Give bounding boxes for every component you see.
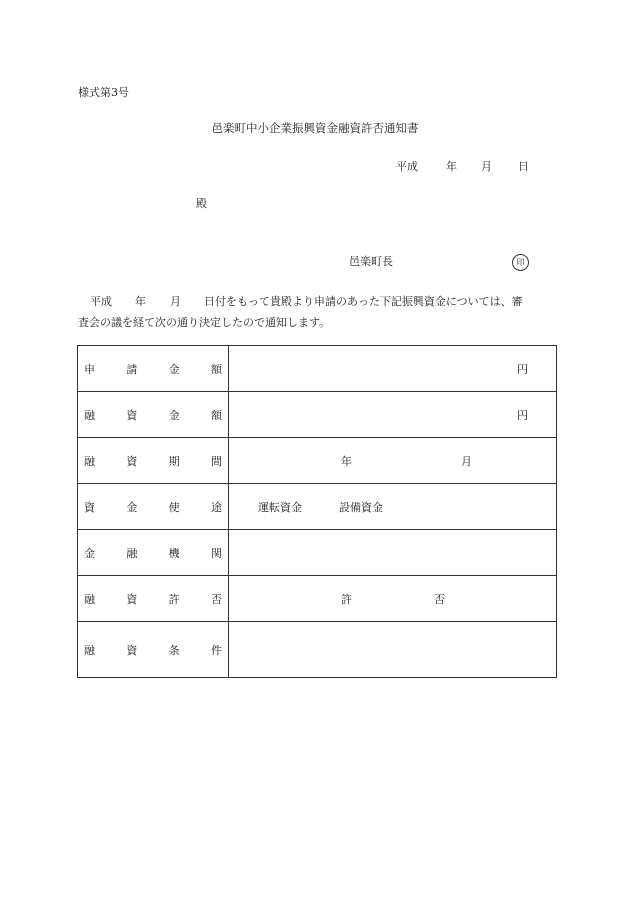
addressee-suffix: 殿 [196, 197, 207, 210]
field-loan-conditions[interactable] [229, 622, 557, 678]
label-financial-institution: 金 融 機 関 [78, 530, 229, 576]
body-era: 平成 [90, 295, 112, 308]
period-year-label: 年 [341, 454, 352, 468]
option-deny[interactable]: 否 [434, 592, 445, 606]
issuer-name: 邑楽町長 [349, 255, 393, 268]
option-equipment-funds[interactable]: 設備資金 [339, 500, 383, 514]
body-month-label: 月 [170, 295, 181, 308]
yen-unit: 円 [517, 408, 528, 422]
document-title: 邑楽町中小企業振興資金融資許否通知書 [211, 121, 419, 135]
label-loan-amount: 融 資 金 額 [78, 392, 229, 438]
date-day-label: 日 [518, 160, 529, 173]
notice-body-line2: 査会の議を経て次の通り決定したので通知します。 [78, 316, 331, 329]
field-fund-purpose[interactable] [229, 484, 557, 530]
table-row-financial-institution [78, 530, 557, 576]
label-loan-decision: 融 資 許 否 [78, 576, 229, 622]
notice-body [78, 291, 558, 333]
date-era: 平成 [396, 160, 418, 173]
period-month-label: 月 [461, 454, 472, 468]
label-loan-conditions: 融 資 条 件 [78, 622, 229, 678]
yen-unit: 円 [517, 362, 528, 376]
form-number: 様式第3号 [78, 86, 129, 99]
date-month-label: 月 [481, 160, 492, 173]
table-row-loan-amount [78, 392, 557, 438]
table-row-loan-conditions [78, 622, 557, 678]
date-year-label: 年 [446, 160, 457, 173]
field-loan-period[interactable] [229, 438, 557, 484]
table-row-loan-decision [78, 576, 557, 622]
body-line1-text: 日付をもって貴殿より申請のあった下記振興資金については、審 [204, 295, 523, 308]
table-row-fund-purpose [78, 484, 557, 530]
notice-body-line1 [78, 291, 558, 312]
seal-mark: 印 [512, 254, 529, 271]
table-row-application-amount [78, 346, 557, 392]
table-row-loan-period [78, 438, 557, 484]
label-application-amount: 申 請 金 額 [78, 346, 229, 392]
issue-date [396, 161, 536, 175]
option-approve[interactable]: 許 [341, 592, 352, 606]
field-loan-decision[interactable] [229, 576, 557, 622]
option-operating-funds[interactable]: 運転資金 [258, 500, 302, 514]
label-loan-period: 融 資 期 間 [78, 438, 229, 484]
field-application-amount[interactable] [229, 346, 557, 392]
field-loan-amount[interactable] [229, 392, 557, 438]
label-fund-purpose: 資 金 使 途 [78, 484, 229, 530]
notice-table [77, 345, 557, 678]
body-year-label: 年 [135, 295, 146, 308]
field-financial-institution[interactable] [229, 530, 557, 576]
